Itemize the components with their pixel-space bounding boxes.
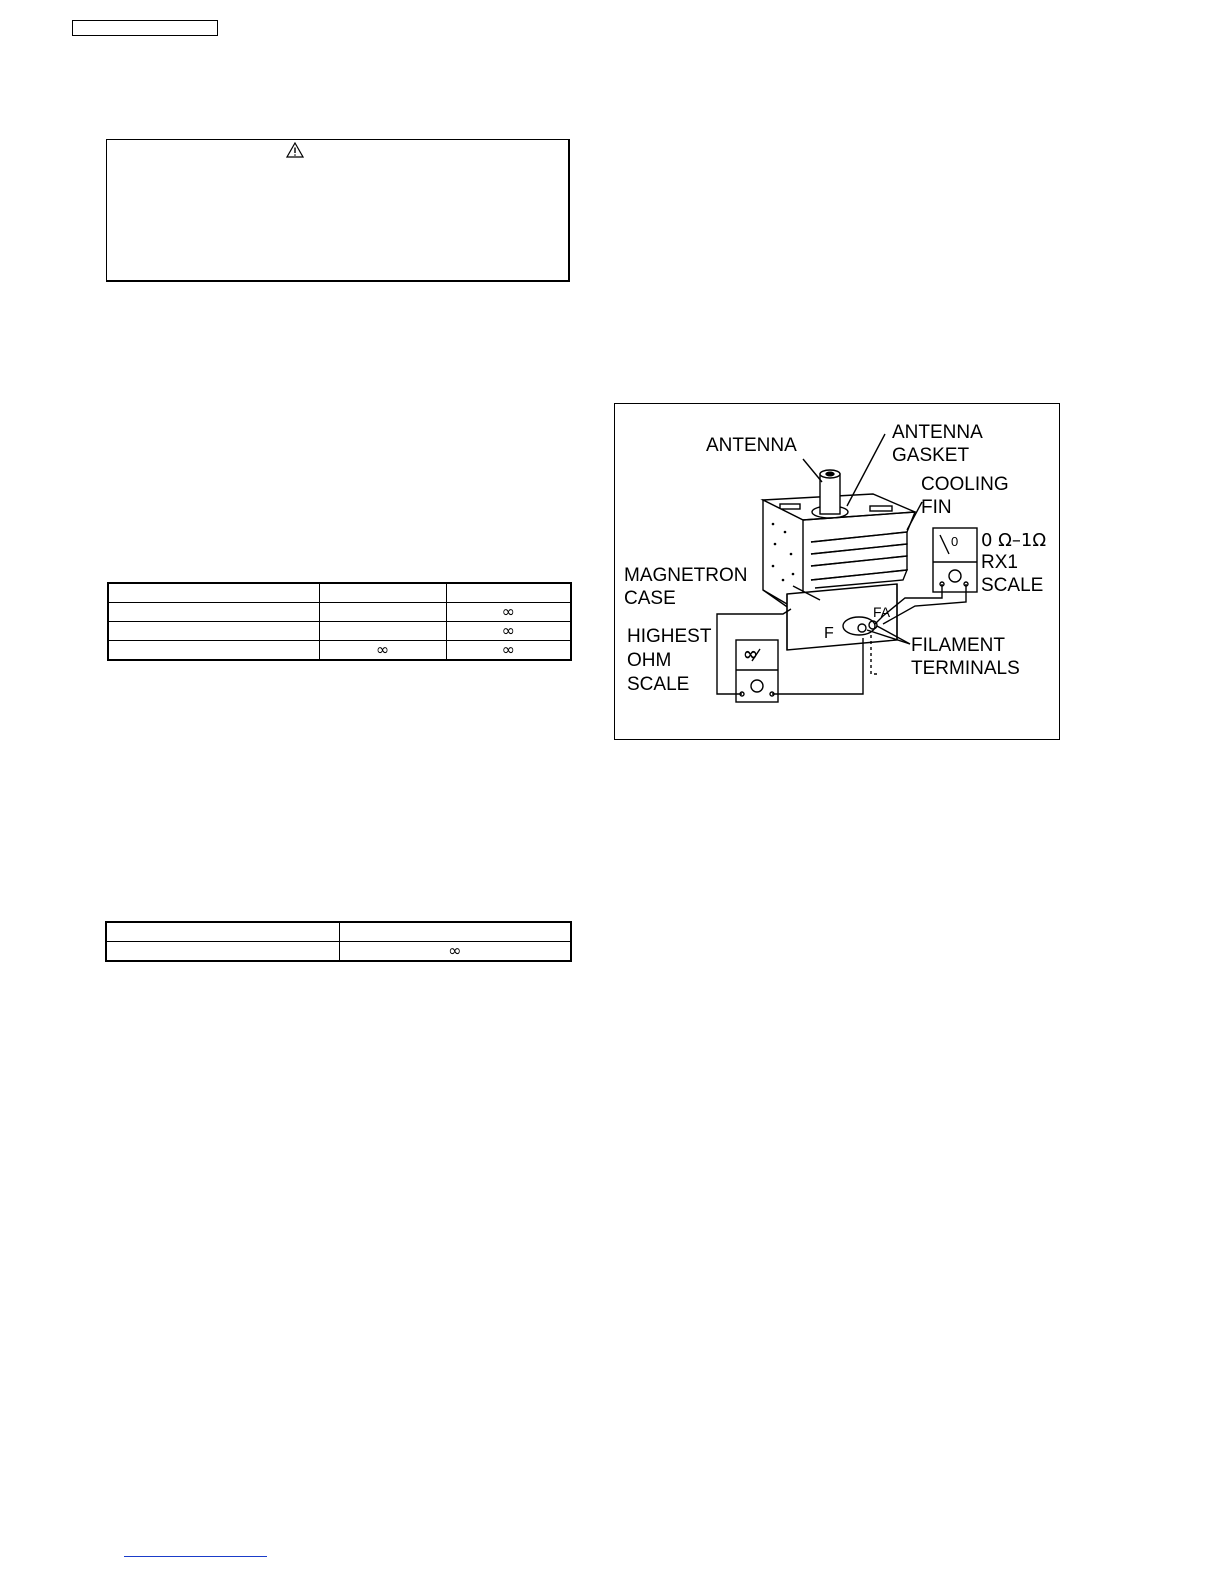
table-row xyxy=(108,622,571,641)
table-cell xyxy=(108,583,319,603)
table-row xyxy=(108,603,571,622)
table-cell xyxy=(339,922,571,942)
meter-range-label: 0 Ω–1Ω xyxy=(981,530,1047,551)
warning-box xyxy=(106,139,570,282)
highest-ohm-label-line2: OHM xyxy=(627,650,672,671)
table-cell xyxy=(108,603,319,622)
magnetron-case-label-line2: CASE xyxy=(624,588,676,609)
magnetron-test-figure xyxy=(614,403,1060,740)
table-cell: ∞ xyxy=(446,622,571,641)
resistance-table-1 xyxy=(107,582,572,661)
highest-ohm-label-line3: SCALE xyxy=(627,674,690,695)
cooling-fin-label-line2: FIN xyxy=(921,497,952,518)
antenna-gasket-label-line1: ANTENNA xyxy=(892,422,983,443)
table-cell xyxy=(106,922,339,942)
antenna-label: ANTENNA xyxy=(706,435,797,456)
filament-terminals-label-line2: TERMINALS xyxy=(911,658,1020,679)
table-cell xyxy=(319,622,446,641)
antenna-gasket-label-line2: GASKET xyxy=(892,445,970,466)
table-cell xyxy=(108,641,319,661)
scale-label: SCALE xyxy=(981,575,1044,596)
table-cell: ∞ xyxy=(319,641,446,661)
table-cell xyxy=(108,622,319,641)
rx1-label: RX1 xyxy=(981,552,1018,573)
table-cell xyxy=(319,583,446,603)
terminal-f-label: F xyxy=(824,625,834,642)
table-row xyxy=(106,922,571,942)
terminal-fa-label: FA xyxy=(873,604,891,620)
table-cell xyxy=(106,942,339,962)
table-cell: ∞ xyxy=(446,603,571,622)
header-tag-box xyxy=(72,20,218,36)
highest-ohm-label-line1: HIGHEST xyxy=(627,626,712,647)
right-meter-reading: 0 xyxy=(951,534,959,549)
left-meter-reading: ∞ xyxy=(743,644,758,665)
table-cell: ∞ xyxy=(446,641,571,661)
warning-triangle-icon xyxy=(286,142,304,158)
table-cell xyxy=(446,583,571,603)
table-row xyxy=(106,942,571,962)
bottom-link-underline[interactable] xyxy=(124,1555,267,1557)
resistance-table-2 xyxy=(105,921,572,962)
table-cell: ∞ xyxy=(339,942,571,962)
table-cell xyxy=(319,603,446,622)
filament-terminals-label-line1: FILAMENT xyxy=(911,635,1005,656)
magnetron-case-label-line1: MAGNETRON xyxy=(624,565,748,586)
cooling-fin-label-line1: COOLING xyxy=(921,474,1009,495)
table-row xyxy=(108,583,571,603)
table-row xyxy=(108,641,571,661)
